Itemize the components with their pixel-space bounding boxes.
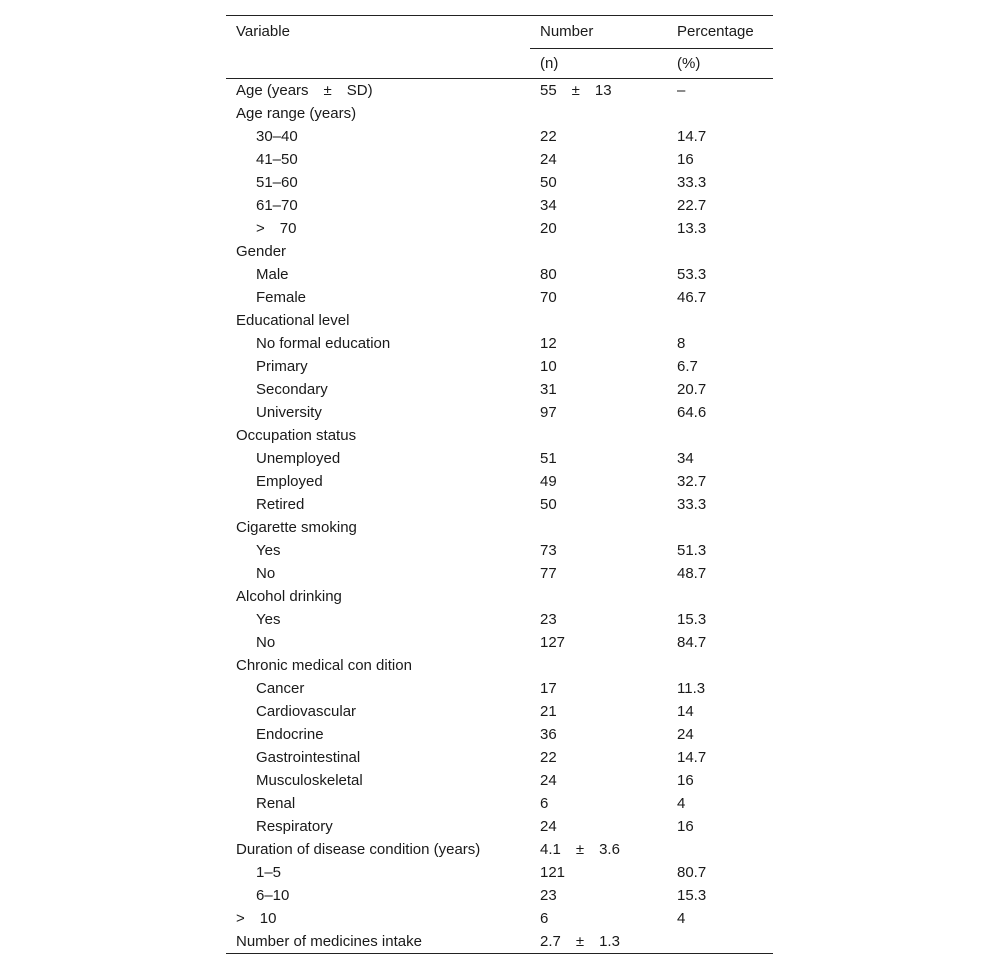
table-row [226,792,773,815]
row-variable-label: Occupation status [236,427,357,444]
table-row [226,401,773,424]
table-row [226,907,773,930]
table-row [226,470,773,493]
row-number-value: 22 [540,749,557,766]
row-variable-label: No formal education [256,335,391,352]
row-number-value [530,309,667,332]
row-number-value: 6 [540,910,549,927]
row-number-value: 77 [540,565,557,582]
row-number-value: 4.1 ± 3.6 [540,841,620,858]
row-percentage-value: 4 [677,910,686,927]
row-percentage-value: 33.3 [677,174,707,191]
row-variable-label: Gastrointestinal [256,749,361,766]
table-row [226,769,773,792]
header-percentage: Percentage [667,16,773,49]
row-number-value [530,654,667,677]
row-variable-label: Unemployed [256,450,341,467]
row-percentage-value: 33.3 [677,496,707,513]
row-variable-label: Chronic medical con dition [236,657,412,674]
row-number-value: 55 ± 13 [540,82,612,99]
table-row [226,102,773,125]
row-percentage-value: 16 [677,772,694,789]
table-row [226,700,773,723]
table-row [226,838,773,861]
row-number-value: 17 [540,680,557,697]
row-variable-label: 41–50 [256,151,298,168]
row-percentage-value: 6.7 [677,358,698,375]
table-row [226,286,773,309]
row-number-value [530,240,667,263]
row-number-value: 50 [540,174,557,191]
row-variable-label: Educational level [236,312,350,329]
row-number-value: 73 [540,542,557,559]
header-variable: Variable [226,16,530,49]
row-variable-label: Alcohol drinking [236,588,342,605]
table-row [226,263,773,286]
row-percentage-value [667,424,773,447]
row-number-value: 21 [540,703,557,720]
row-number-value: 50 [540,496,557,513]
table-row [226,309,773,332]
row-percentage-value: 16 [677,818,694,835]
row-variable-label: 51–60 [256,174,298,191]
table-row [226,631,773,654]
table-row [226,585,773,608]
header-percentage-unit: (%) [667,49,773,79]
row-number-value: 6 [540,795,549,812]
row-percentage-value: 46.7 [677,289,707,306]
table-row [226,677,773,700]
row-percentage-value: 13.3 [677,220,707,237]
table-row [226,930,773,954]
table-row [226,723,773,746]
row-variable-label: Female [256,289,307,306]
row-number-value: 24 [540,772,557,789]
row-number-value [530,585,667,608]
row-variable-label: No [256,634,276,651]
row-number-value [530,424,667,447]
row-variable-label: Age range (years) [236,105,357,122]
row-percentage-value: 14.7 [677,749,707,766]
header-row-primary [226,16,773,49]
header-number-unit: (n) [530,49,667,79]
row-variable-label: Cancer [256,680,305,697]
row-variable-label: 30–40 [256,128,298,145]
row-variable-label: Cardiovascular [256,703,357,720]
row-variable-label: No [256,565,276,582]
row-percentage-value [667,930,773,954]
table-row [226,194,773,217]
header-row-units [226,49,773,79]
table-row [226,815,773,838]
row-percentage-value: – [677,82,686,99]
row-number-value [530,516,667,539]
row-variable-label: 6–10 [256,887,290,904]
row-variable-label: 1–5 [256,864,282,881]
row-percentage-value: 16 [677,151,694,168]
table-row [226,884,773,907]
table-row [226,861,773,884]
row-percentage-value [667,309,773,332]
header-variable-unit [226,49,530,79]
row-number-value: 23 [540,611,557,628]
row-percentage-value: 8 [677,335,686,352]
row-variable-label: Male [256,266,289,283]
row-variable-label: Gender [236,243,287,260]
row-variable-label: Duration of disease condition (years) [236,841,481,858]
table-body [226,79,773,954]
row-variable-label: Primary [256,358,308,375]
row-percentage-value: 53.3 [677,266,707,283]
table-row [226,148,773,171]
table-row [226,355,773,378]
row-variable-label: Cigarette smoking [236,519,357,536]
row-variable-label: > 10 [236,910,277,927]
row-number-value: 20 [540,220,557,237]
row-number-value: 34 [540,197,557,214]
table-row [226,125,773,148]
row-number-value: 23 [540,887,557,904]
row-percentage-value: 14 [677,703,694,720]
row-percentage-value: 24 [677,726,694,743]
row-percentage-value [667,240,773,263]
table-row [226,378,773,401]
row-variable-label: Employed [256,473,323,490]
row-percentage-value: 11.3 [677,680,706,697]
row-percentage-value: 15.3 [677,887,707,904]
row-percentage-value: 84.7 [677,634,707,651]
table-row [226,447,773,470]
row-number-value [530,102,667,125]
row-variable-label: Age (years ± SD) [236,82,373,99]
table-row [226,746,773,769]
row-number-value: 51 [540,450,557,467]
row-percentage-value: 20.7 [677,381,707,398]
row-variable-label: Secondary [256,381,328,398]
table-row [226,217,773,240]
table-row [226,332,773,355]
row-variable-label: Yes [256,542,281,559]
row-number-value: 22 [540,128,557,145]
table-row [226,562,773,585]
row-number-value: 12 [540,335,557,352]
row-percentage-value [667,654,773,677]
demographics-table-container [226,15,773,954]
row-number-value: 127 [540,634,566,651]
row-number-value: 31 [540,381,557,398]
row-number-value: 80 [540,266,557,283]
row-number-value: 36 [540,726,557,743]
row-number-value: 24 [540,818,557,835]
row-number-value: 49 [540,473,557,490]
table-row [226,608,773,631]
row-variable-label: Yes [256,611,281,628]
row-percentage-value: 15.3 [677,611,707,628]
table-row [226,424,773,447]
row-percentage-value: 51.3 [677,542,707,559]
row-percentage-value: 64.6 [677,404,707,421]
row-number-value: 121 [540,864,566,881]
table-row [226,79,773,103]
row-percentage-value: 32.7 [677,473,707,490]
header-number: Number [530,16,667,49]
table-row [226,516,773,539]
table-row [226,654,773,677]
row-variable-label: Musculoskeletal [256,772,363,789]
row-variable-label: Number of medicines intake [226,930,530,954]
row-variable-label: Respiratory [256,818,333,835]
table-header [226,16,773,79]
row-variable-label: Endocrine [256,726,324,743]
row-number-value: 70 [540,289,557,306]
row-percentage-value: 80.7 [677,864,707,881]
row-percentage-value: 22.7 [677,197,707,214]
row-variable-label: University [256,404,322,421]
row-percentage-value: 48.7 [677,565,707,582]
row-number-value: 24 [540,151,557,168]
row-percentage-value: 34 [677,450,694,467]
row-number-value: 2.7 ± 1.3 [530,930,667,954]
row-percentage-value: 4 [677,795,686,812]
row-variable-label: 61–70 [256,197,298,214]
row-percentage-value [667,838,773,861]
table-row [226,493,773,516]
row-percentage-value [667,516,773,539]
table-row [226,171,773,194]
row-variable-label: Renal [256,795,296,812]
row-variable-label: Retired [256,496,305,513]
demographics-table [226,15,773,954]
table-row [226,539,773,562]
row-percentage-value: 14.7 [677,128,707,145]
row-number-value: 10 [540,358,557,375]
row-percentage-value [667,102,773,125]
row-number-value: 97 [540,404,557,421]
table-row [226,240,773,263]
row-variable-label: > 70 [256,220,297,237]
row-percentage-value [667,585,773,608]
